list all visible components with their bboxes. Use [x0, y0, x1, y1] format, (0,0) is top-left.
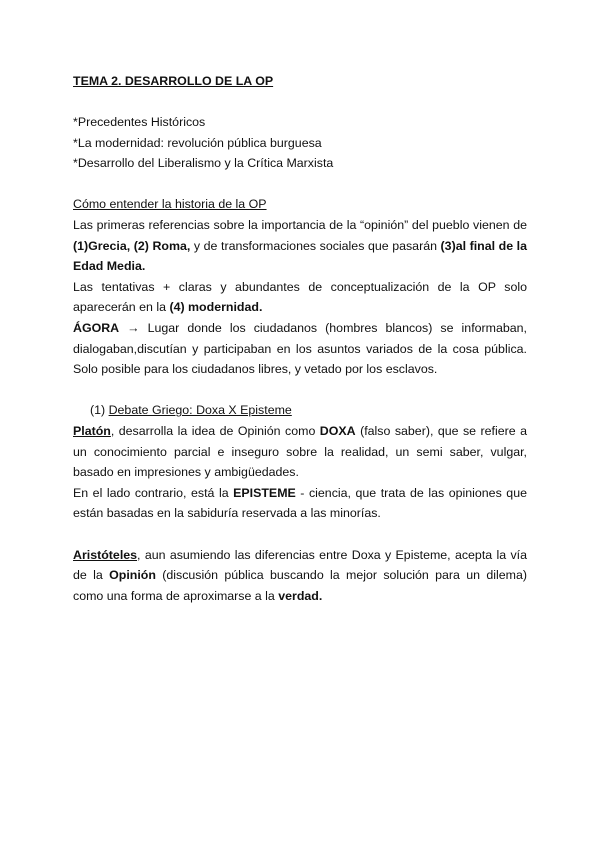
text-segment: , desarrolla la idea de Opinión como: [110, 424, 320, 438]
text-segment: y de transformaciones sociales que pasarán: [190, 238, 441, 253]
paragraph-episteme: [73, 483, 527, 524]
bold-edad-media: (3)al final de la Edad Media.: [73, 238, 527, 274]
bullet-modernidad: *La modernidad: revolución pública burguesa: [73, 135, 322, 150]
text-segment: Las primeras referencias sobre la importancia de la “opinión” del pueblo vienen de: [73, 218, 527, 233]
bold-verdad: verdad.: [278, 588, 323, 603]
bold-grecia-roma: (1)Grecia, (2) Roma,: [73, 238, 191, 253]
paragraph-agora: [73, 318, 527, 380]
text-segment: Lugar donde los ciudadanos (hombres blancos) se informaban, dialogaban,discutían y participaban en los asuntos variados de la cosa pública. Solo posible para los ciudadanos libres, y vetado por los esclavos.: [73, 321, 527, 377]
paragraph-aristoteles: [73, 545, 527, 607]
text-segment: , aun asumiendo las diferencias entre Doxa y Episteme, acepta la vía de la: [73, 547, 527, 583]
section-heading-debate: [73, 400, 527, 421]
bold-episteme: EPISTEME: [233, 485, 296, 500]
name-aristoteles: Aristóteles: [73, 547, 138, 562]
text-segment: En el lado contrario, está la: [73, 485, 234, 500]
bold-opinion: Opinión: [109, 568, 156, 583]
bold-agora: ÁGORA: [73, 321, 120, 336]
paragraph-platon: [73, 421, 527, 483]
paragraph-primeras-referencias: [73, 215, 527, 277]
section-heading-historia: Cómo entender la historia de la OP: [73, 197, 267, 212]
text-segment: - ciencia, que trata de las opiniones que están basadas en la sabiduría reservada a las minorías.: [73, 485, 527, 521]
bold-doxa: DOXA: [319, 424, 356, 438]
list-number: (1): [90, 403, 109, 418]
paragraph-tentativas: [73, 277, 527, 318]
text-segment: (falso saber), que se refiere a un conocimiento parcial e inseguro sobre la realidad, un semi saber, vulgar, basado en impresiones y ambigüedades.: [73, 424, 527, 480]
bold-modernidad: (4) modernidad.: [169, 300, 263, 315]
document-title: TEMA 2. DESARROLLO DE LA OP: [73, 74, 274, 88]
text-segment: Las tentativas + claras y abundantes de conceptualización de la OP solo aparecerán en la: [73, 279, 527, 315]
arrow-icon: →: [119, 321, 148, 336]
debate-heading-text: Debate Griego: Doxa X Episteme: [108, 403, 292, 418]
name-platon: Platón: [73, 424, 111, 438]
bullet-precedentes: *Precedentes Históricos: [73, 115, 206, 130]
document-body: [73, 71, 527, 606]
text-segment: (discusión pública buscando la mejor solución para un dilema) como una forma de aproximarse a la: [73, 568, 528, 603]
bullet-liberalismo: *Desarrollo del Liberalismo y la Crítica Marxista: [73, 156, 334, 171]
